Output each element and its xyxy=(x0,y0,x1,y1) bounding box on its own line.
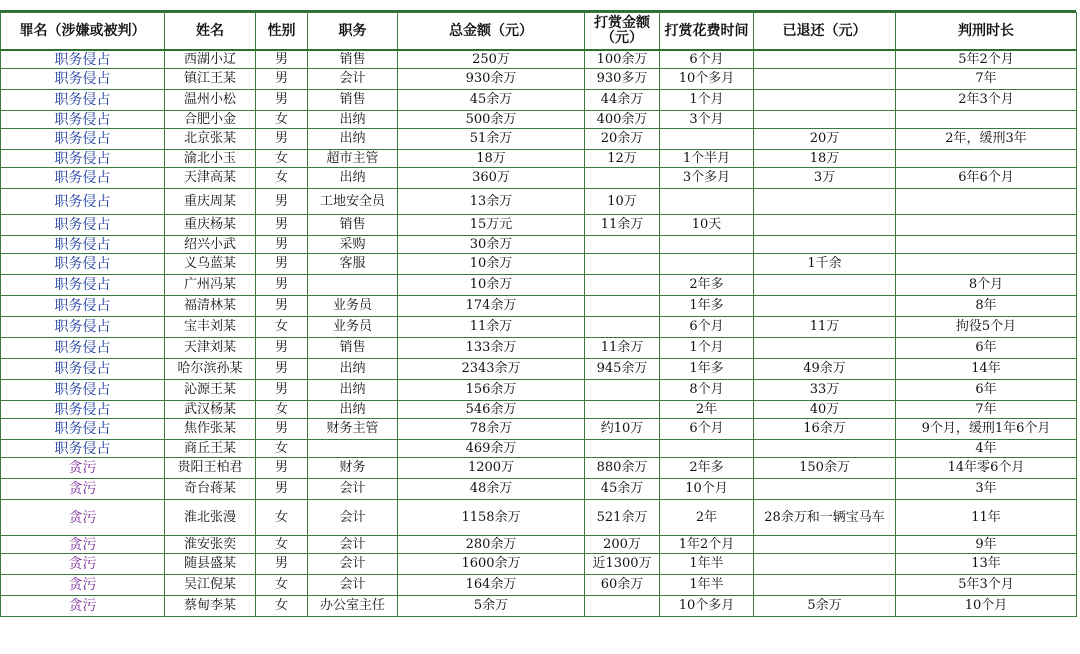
cell-crime[interactable]: 职务侵占 xyxy=(1,150,165,168)
cell-tip-amount[interactable]: 约10万 xyxy=(585,419,660,440)
cell-total-amount[interactable]: 280余万 xyxy=(398,536,585,554)
cell-tip-duration[interactable]: 1年2个月 xyxy=(660,536,754,554)
cell-name[interactable]: 贵阳王柏君 xyxy=(165,458,256,479)
cell-tip-duration[interactable]: 1年多 xyxy=(660,359,754,380)
table-row xyxy=(1,479,1077,500)
cell-tip-amount[interactable] xyxy=(585,380,660,401)
cell-tip-amount[interactable] xyxy=(585,275,660,296)
table-row xyxy=(1,275,1077,296)
cell-returned[interactable]: 5余万 xyxy=(754,596,896,617)
cell-returned[interactable]: 16余万 xyxy=(754,419,896,440)
cell-tip-amount[interactable]: 近1300万 xyxy=(585,554,660,575)
cell-total-amount[interactable]: 51余万 xyxy=(398,129,585,150)
cell-returned[interactable] xyxy=(754,575,896,596)
cell-sentence[interactable]: 7年 xyxy=(896,69,1077,90)
cell-position[interactable] xyxy=(308,440,398,458)
cell-position[interactable]: 会计 xyxy=(308,554,398,575)
cell-position[interactable]: 会计 xyxy=(308,69,398,90)
table-row xyxy=(1,236,1077,254)
cell-name[interactable]: 西湖小辽 xyxy=(165,50,256,69)
cell-tip-amount[interactable]: 44余万 xyxy=(585,90,660,111)
cell-name[interactable]: 武汉杨某 xyxy=(165,401,256,419)
cell-gender[interactable]: 男 xyxy=(256,479,308,500)
cell-name[interactable]: 哈尔滨孙某 xyxy=(165,359,256,380)
cell-position[interactable]: 客服 xyxy=(308,254,398,275)
cell-gender[interactable]: 男 xyxy=(256,189,308,215)
cell-returned[interactable]: 11万 xyxy=(754,317,896,338)
cell-tip-duration[interactable] xyxy=(660,189,754,215)
cell-gender[interactable]: 男 xyxy=(256,458,308,479)
cell-total-amount[interactable]: 5余万 xyxy=(398,596,585,617)
cell-gender[interactable]: 男 xyxy=(256,129,308,150)
cell-total-amount[interactable]: 250万 xyxy=(398,50,585,69)
table-row xyxy=(1,554,1077,575)
cell-tip-amount[interactable]: 100余万 xyxy=(585,50,660,69)
cell-gender[interactable]: 女 xyxy=(256,111,308,129)
cell-tip-amount[interactable]: 12万 xyxy=(585,150,660,168)
cell-name[interactable]: 合肥小金 xyxy=(165,111,256,129)
cell-crime[interactable]: 职务侵占 xyxy=(1,317,165,338)
cell-tip-amount[interactable] xyxy=(585,596,660,617)
cell-tip-amount[interactable] xyxy=(585,440,660,458)
header-returned[interactable]: 已退还（元） xyxy=(754,13,896,51)
header-gender[interactable]: 性别 xyxy=(256,13,308,51)
cell-returned[interactable] xyxy=(754,111,896,129)
table-row xyxy=(1,596,1077,617)
header-tip-duration[interactable]: 打赏花费时间 xyxy=(660,13,754,51)
cell-sentence[interactable] xyxy=(896,215,1077,236)
cell-position[interactable]: 出纳 xyxy=(308,168,398,189)
cell-name[interactable]: 奇台蒋某 xyxy=(165,479,256,500)
cell-total-amount[interactable]: 78余万 xyxy=(398,419,585,440)
cell-sentence[interactable]: 5年2个月 xyxy=(896,50,1077,69)
cell-gender[interactable]: 男 xyxy=(256,296,308,317)
cell-returned[interactable] xyxy=(754,236,896,254)
cell-crime[interactable]: 贪污 xyxy=(1,596,165,617)
cell-returned[interactable]: 33万 xyxy=(754,380,896,401)
cell-returned[interactable]: 20万 xyxy=(754,129,896,150)
cell-tip-duration[interactable]: 2年多 xyxy=(660,458,754,479)
cell-sentence[interactable]: 14年 xyxy=(896,359,1077,380)
cell-sentence[interactable]: 2年3个月 xyxy=(896,90,1077,111)
cell-gender[interactable]: 女 xyxy=(256,168,308,189)
cell-returned[interactable]: 28余万和一辆宝马车 xyxy=(754,500,896,536)
cell-tip-duration[interactable]: 6个月 xyxy=(660,50,754,69)
cell-crime[interactable]: 职务侵占 xyxy=(1,129,165,150)
cell-gender[interactable]: 男 xyxy=(256,215,308,236)
cell-tip-duration[interactable] xyxy=(660,254,754,275)
cell-tip-duration[interactable]: 10天 xyxy=(660,215,754,236)
cell-position[interactable] xyxy=(308,275,398,296)
cell-crime[interactable]: 职务侵占 xyxy=(1,189,165,215)
cell-total-amount[interactable]: 174余万 xyxy=(398,296,585,317)
cell-sentence[interactable]: 8个月 xyxy=(896,275,1077,296)
cell-crime[interactable]: 贪污 xyxy=(1,479,165,500)
cell-crime[interactable]: 职务侵占 xyxy=(1,380,165,401)
cell-name[interactable]: 蔡甸李某 xyxy=(165,596,256,617)
cell-tip-duration[interactable]: 1个半月 xyxy=(660,150,754,168)
table-row xyxy=(1,401,1077,419)
cell-returned[interactable]: 18万 xyxy=(754,150,896,168)
cell-position[interactable]: 销售 xyxy=(308,215,398,236)
cell-total-amount[interactable]: 546余万 xyxy=(398,401,585,419)
cell-name[interactable]: 宝丰刘某 xyxy=(165,317,256,338)
cell-gender[interactable]: 男 xyxy=(256,275,308,296)
cell-total-amount[interactable]: 10余万 xyxy=(398,254,585,275)
cell-position[interactable]: 出纳 xyxy=(308,111,398,129)
cell-name[interactable]: 焦作张某 xyxy=(165,419,256,440)
cell-crime[interactable]: 职务侵占 xyxy=(1,419,165,440)
cell-gender[interactable]: 男 xyxy=(256,50,308,69)
table-row xyxy=(1,458,1077,479)
cell-sentence[interactable]: 2年，缓刑3年 xyxy=(896,129,1077,150)
cell-tip-amount[interactable]: 45余万 xyxy=(585,479,660,500)
cell-tip-amount[interactable]: 521余万 xyxy=(585,500,660,536)
cell-total-amount[interactable]: 1200万 xyxy=(398,458,585,479)
cell-sentence[interactable]: 7年 xyxy=(896,401,1077,419)
cell-gender[interactable]: 男 xyxy=(256,236,308,254)
table-row xyxy=(1,296,1077,317)
cell-crime[interactable]: 职务侵占 xyxy=(1,440,165,458)
cell-position[interactable]: 财务 xyxy=(308,458,398,479)
cell-tip-duration[interactable] xyxy=(660,440,754,458)
header-tip-amount[interactable]: 打赏金额（元） xyxy=(585,13,660,51)
cell-sentence[interactable]: 拘役5个月 xyxy=(896,317,1077,338)
cell-returned[interactable] xyxy=(754,479,896,500)
table-row xyxy=(1,129,1077,150)
cell-gender[interactable]: 男 xyxy=(256,338,308,359)
cell-crime[interactable]: 职务侵占 xyxy=(1,236,165,254)
cell-position[interactable]: 超市主管 xyxy=(308,150,398,168)
cell-name[interactable]: 商丘王某 xyxy=(165,440,256,458)
cell-tip-duration[interactable]: 2年 xyxy=(660,401,754,419)
table-row xyxy=(1,254,1077,275)
cell-tip-amount[interactable] xyxy=(585,296,660,317)
cell-gender[interactable]: 男 xyxy=(256,90,308,111)
cell-tip-amount[interactable]: 20余万 xyxy=(585,129,660,150)
cell-returned[interactable] xyxy=(754,554,896,575)
cell-position[interactable]: 业务员 xyxy=(308,296,398,317)
cell-sentence[interactable]: 4年 xyxy=(896,440,1077,458)
cell-sentence[interactable]: 6年6个月 xyxy=(896,168,1077,189)
cell-total-amount[interactable]: 13余万 xyxy=(398,189,585,215)
cell-tip-duration[interactable]: 10个多月 xyxy=(660,69,754,90)
cell-crime[interactable]: 贪污 xyxy=(1,554,165,575)
cell-tip-amount[interactable]: 400余万 xyxy=(585,111,660,129)
cell-position[interactable]: 业务员 xyxy=(308,317,398,338)
cell-tip-duration[interactable]: 8个月 xyxy=(660,380,754,401)
table-row xyxy=(1,317,1077,338)
cell-gender[interactable]: 男 xyxy=(256,380,308,401)
cell-name[interactable]: 渝北小玉 xyxy=(165,150,256,168)
cell-name[interactable]: 淮安张奕 xyxy=(165,536,256,554)
cell-position[interactable]: 出纳 xyxy=(308,401,398,419)
table-row xyxy=(1,69,1077,90)
cell-position[interactable]: 销售 xyxy=(308,50,398,69)
cell-crime[interactable]: 职务侵占 xyxy=(1,254,165,275)
cell-total-amount[interactable]: 45余万 xyxy=(398,90,585,111)
cell-gender[interactable]: 女 xyxy=(256,536,308,554)
cell-returned[interactable] xyxy=(754,275,896,296)
cell-position[interactable]: 会计 xyxy=(308,500,398,536)
cell-total-amount[interactable]: 2343余万 xyxy=(398,359,585,380)
table-row xyxy=(1,189,1077,215)
cell-total-amount[interactable]: 156余万 xyxy=(398,380,585,401)
cell-tip-amount[interactable]: 200万 xyxy=(585,536,660,554)
cell-returned[interactable]: 49余万 xyxy=(754,359,896,380)
cell-sentence[interactable]: 9个月，缓刑1年6个月 xyxy=(896,419,1077,440)
cell-returned[interactable] xyxy=(754,90,896,111)
cell-gender[interactable]: 女 xyxy=(256,596,308,617)
cell-crime[interactable]: 职务侵占 xyxy=(1,215,165,236)
table-row xyxy=(1,90,1077,111)
cell-returned[interactable] xyxy=(754,69,896,90)
cell-position[interactable]: 采购 xyxy=(308,236,398,254)
cell-crime[interactable]: 职务侵占 xyxy=(1,359,165,380)
header-total-amount[interactable]: 总金额（元） xyxy=(398,13,585,51)
cell-gender[interactable]: 女 xyxy=(256,440,308,458)
cell-crime[interactable]: 职务侵占 xyxy=(1,168,165,189)
cell-returned[interactable] xyxy=(754,189,896,215)
cell-returned[interactable] xyxy=(754,215,896,236)
cell-sentence[interactable]: 14年零6个月 xyxy=(896,458,1077,479)
cell-crime[interactable]: 职务侵占 xyxy=(1,275,165,296)
cell-total-amount[interactable]: 10余万 xyxy=(398,275,585,296)
cell-tip-amount[interactable] xyxy=(585,254,660,275)
cell-total-amount[interactable]: 133余万 xyxy=(398,338,585,359)
table-row xyxy=(1,50,1077,69)
cell-sentence[interactable]: 9年 xyxy=(896,536,1077,554)
cell-total-amount[interactable]: 469余万 xyxy=(398,440,585,458)
cell-tip-duration[interactable] xyxy=(660,236,754,254)
cell-position[interactable]: 财务主管 xyxy=(308,419,398,440)
case-table xyxy=(0,12,1077,617)
cell-crime[interactable]: 职务侵占 xyxy=(1,69,165,90)
cell-tip-amount[interactable]: 880余万 xyxy=(585,458,660,479)
header-name[interactable]: 姓名 xyxy=(165,13,256,51)
cell-sentence[interactable] xyxy=(896,189,1077,215)
cell-gender[interactable]: 男 xyxy=(256,254,308,275)
table-row xyxy=(1,575,1077,596)
table-row xyxy=(1,440,1077,458)
cell-tip-duration[interactable]: 3个月 xyxy=(660,111,754,129)
cell-total-amount[interactable]: 1158余万 xyxy=(398,500,585,536)
cell-total-amount[interactable]: 11余万 xyxy=(398,317,585,338)
cell-crime[interactable]: 职务侵占 xyxy=(1,111,165,129)
table-row xyxy=(1,500,1077,536)
cell-tip-amount[interactable]: 60余万 xyxy=(585,575,660,596)
cell-tip-amount[interactable] xyxy=(585,168,660,189)
cell-gender[interactable]: 女 xyxy=(256,150,308,168)
cell-gender[interactable]: 女 xyxy=(256,401,308,419)
cell-total-amount[interactable]: 18万 xyxy=(398,150,585,168)
cell-crime[interactable]: 贪污 xyxy=(1,536,165,554)
cell-tip-duration[interactable]: 10个月 xyxy=(660,479,754,500)
cell-tip-duration[interactable]: 1年半 xyxy=(660,554,754,575)
cell-sentence[interactable]: 8年 xyxy=(896,296,1077,317)
cell-gender[interactable]: 女 xyxy=(256,500,308,536)
table-row xyxy=(1,111,1077,129)
cell-position[interactable]: 会计 xyxy=(308,536,398,554)
cell-name[interactable]: 福清林某 xyxy=(165,296,256,317)
header-crime[interactable]: 罪名（涉嫌或被判） xyxy=(1,13,165,51)
cell-name[interactable]: 沁源王某 xyxy=(165,380,256,401)
cell-tip-amount[interactable] xyxy=(585,401,660,419)
table-row xyxy=(1,380,1077,401)
cell-crime[interactable]: 职务侵占 xyxy=(1,296,165,317)
cell-position[interactable]: 出纳 xyxy=(308,359,398,380)
cell-gender[interactable]: 男 xyxy=(256,359,308,380)
cell-position[interactable]: 出纳 xyxy=(308,129,398,150)
cell-tip-duration[interactable] xyxy=(660,129,754,150)
cell-sentence[interactable]: 6年 xyxy=(896,380,1077,401)
cell-total-amount[interactable]: 164余万 xyxy=(398,575,585,596)
cell-total-amount[interactable]: 930余万 xyxy=(398,69,585,90)
header-row xyxy=(1,13,1077,51)
cell-returned[interactable] xyxy=(754,536,896,554)
table-row xyxy=(1,215,1077,236)
cell-tip-amount[interactable]: 945余万 xyxy=(585,359,660,380)
cell-position[interactable]: 销售 xyxy=(308,90,398,111)
header-position[interactable]: 职务 xyxy=(308,13,398,51)
cell-tip-duration[interactable]: 1年半 xyxy=(660,575,754,596)
cell-tip-amount[interactable] xyxy=(585,236,660,254)
cell-crime[interactable]: 贪污 xyxy=(1,458,165,479)
cell-crime[interactable]: 贪污 xyxy=(1,575,165,596)
table-row xyxy=(1,359,1077,380)
cell-sentence[interactable]: 10个月 xyxy=(896,596,1077,617)
cell-sentence[interactable] xyxy=(896,254,1077,275)
cell-tip-amount[interactable]: 11余万 xyxy=(585,338,660,359)
cell-crime[interactable]: 贪污 xyxy=(1,500,165,536)
cell-returned[interactable] xyxy=(754,50,896,69)
cell-name[interactable]: 随县盛某 xyxy=(165,554,256,575)
cell-position[interactable]: 出纳 xyxy=(308,380,398,401)
cell-sentence[interactable]: 11年 xyxy=(896,500,1077,536)
cell-crime[interactable]: 职务侵占 xyxy=(1,90,165,111)
cell-sentence[interactable]: 5年3个月 xyxy=(896,575,1077,596)
cell-name[interactable]: 绍兴小武 xyxy=(165,236,256,254)
cell-name[interactable]: 重庆周某 xyxy=(165,189,256,215)
cell-position[interactable]: 会计 xyxy=(308,479,398,500)
table-row xyxy=(1,168,1077,189)
cell-tip-duration[interactable]: 1个月 xyxy=(660,338,754,359)
cell-total-amount[interactable]: 15万元 xyxy=(398,215,585,236)
cell-name[interactable]: 天津高某 xyxy=(165,168,256,189)
cell-returned[interactable]: 1千余 xyxy=(754,254,896,275)
cell-sentence[interactable]: 6年 xyxy=(896,338,1077,359)
cell-tip-duration[interactable]: 6个月 xyxy=(660,317,754,338)
cell-sentence[interactable]: 3年 xyxy=(896,479,1077,500)
cell-tip-amount[interactable] xyxy=(585,317,660,338)
cell-crime[interactable]: 职务侵占 xyxy=(1,401,165,419)
cell-gender[interactable]: 女 xyxy=(256,575,308,596)
cell-total-amount[interactable]: 360万 xyxy=(398,168,585,189)
cell-sentence[interactable]: 13年 xyxy=(896,554,1077,575)
cell-name[interactable]: 天津刘某 xyxy=(165,338,256,359)
cell-tip-duration[interactable]: 3个多月 xyxy=(660,168,754,189)
cell-position[interactable]: 销售 xyxy=(308,338,398,359)
cell-gender[interactable]: 女 xyxy=(256,317,308,338)
cell-name[interactable]: 吴江倪某 xyxy=(165,575,256,596)
cell-gender[interactable]: 男 xyxy=(256,69,308,90)
cell-crime[interactable]: 职务侵占 xyxy=(1,50,165,69)
cell-returned[interactable] xyxy=(754,338,896,359)
cell-name[interactable]: 淮北张漫 xyxy=(165,500,256,536)
cell-returned[interactable]: 40万 xyxy=(754,401,896,419)
cell-crime[interactable]: 职务侵占 xyxy=(1,338,165,359)
cell-tip-duration[interactable]: 6个月 xyxy=(660,419,754,440)
cell-name[interactable]: 义乌蓝某 xyxy=(165,254,256,275)
table-row xyxy=(1,338,1077,359)
cell-sentence[interactable] xyxy=(896,111,1077,129)
cell-total-amount[interactable]: 30余万 xyxy=(398,236,585,254)
cell-sentence[interactable] xyxy=(896,236,1077,254)
table-row xyxy=(1,536,1077,554)
cell-tip-duration[interactable]: 10个多月 xyxy=(660,596,754,617)
cell-position[interactable]: 工地安全员 xyxy=(308,189,398,215)
cell-name[interactable]: 温州小松 xyxy=(165,90,256,111)
cell-name[interactable]: 镇江王某 xyxy=(165,69,256,90)
cell-tip-amount[interactable]: 11余万 xyxy=(585,215,660,236)
cell-name[interactable]: 重庆杨某 xyxy=(165,215,256,236)
cell-gender[interactable]: 男 xyxy=(256,419,308,440)
cell-returned[interactable]: 150余万 xyxy=(754,458,896,479)
cell-position[interactable]: 办公室主任 xyxy=(308,596,398,617)
cell-tip-duration[interactable]: 2年 xyxy=(660,500,754,536)
cell-gender[interactable]: 男 xyxy=(256,554,308,575)
cell-sentence[interactable] xyxy=(896,150,1077,168)
cell-returned[interactable] xyxy=(754,440,896,458)
cell-total-amount[interactable]: 500余万 xyxy=(398,111,585,129)
cell-tip-duration[interactable]: 1年多 xyxy=(660,296,754,317)
cell-tip-duration[interactable]: 1个月 xyxy=(660,90,754,111)
cell-name[interactable]: 广州冯某 xyxy=(165,275,256,296)
cell-returned[interactable]: 3万 xyxy=(754,168,896,189)
cell-tip-amount[interactable]: 10万 xyxy=(585,189,660,215)
cell-total-amount[interactable]: 1600余万 xyxy=(398,554,585,575)
cell-name[interactable]: 北京张某 xyxy=(165,129,256,150)
cell-returned[interactable] xyxy=(754,296,896,317)
cell-tip-amount[interactable]: 930多万 xyxy=(585,69,660,90)
cell-total-amount[interactable]: 48余万 xyxy=(398,479,585,500)
cell-tip-duration[interactable]: 2年多 xyxy=(660,275,754,296)
cell-position[interactable]: 会计 xyxy=(308,575,398,596)
table-row xyxy=(1,419,1077,440)
table-row xyxy=(1,150,1077,168)
header-sentence[interactable]: 判刑时长 xyxy=(896,13,1077,51)
